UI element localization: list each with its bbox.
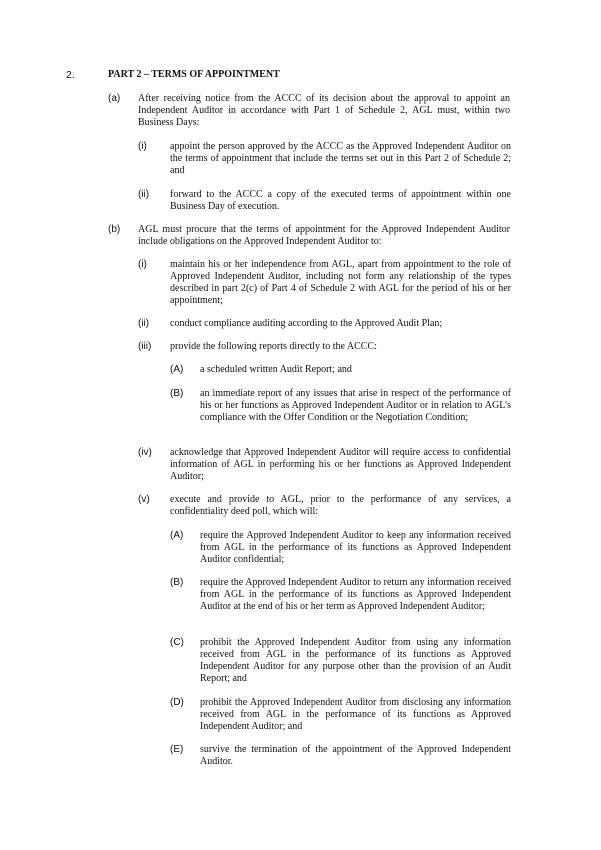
clause-b-iii-A-text: a scheduled written Audit Report; and: [200, 364, 352, 375]
clause-b-ii-label: (ii): [138, 318, 150, 329]
clause-b-v-B-text: require the Approved Independent Auditor to return any information received from AGL in the performance of its functions as Approved Independent Auditor at the end of his or her term as Approved Independent Auditor;: [200, 577, 511, 612]
clause-b-v-B-label: (B): [170, 577, 184, 588]
clause-b-iii-text: provide the following reports directly to the ACCC:: [170, 341, 377, 352]
clause-b-v-E-text: survive the termination of the appointment of the Approved Independent Auditor.: [200, 744, 511, 767]
clause-b-v-C-label: (C): [170, 637, 184, 648]
section-number: 2.: [66, 69, 75, 81]
clause-b-iii-B-text: an immediate report of any issues that arise in respect of the performance of his or her functions as Approved Independent Auditor or in relation to AGL's compliance with the Offer Condition or the Negotiation Condition;: [200, 388, 511, 423]
clause-b-ii-text: conduct compliance auditing according to the Approved Audit Plan;: [170, 318, 443, 329]
clause-b-iii-label: (iii): [138, 341, 152, 352]
clause-b-v-D-text: prohibit the Approved Independent Auditor from disclosing any information received from AGL in the performance of its functions as Approved Independent Auditor; and: [200, 697, 511, 732]
clause-a-ii-text: forward to the ACCC a copy of the executed terms of appointment within one Business Day of execution.: [170, 189, 511, 212]
clause-b-v-A-text: require the Approved Independent Auditor to keep any information received from AGL in the performance of its functions as Approved Independent Auditor confidential;: [200, 530, 511, 565]
clause-b-v-text: execute and provide to AGL, prior to the performance of any services, a confidentiality deed poll, which will:: [170, 494, 511, 517]
clause-b-iii-B-label: (B): [170, 388, 184, 399]
clause-a-i-label: (i): [138, 141, 147, 152]
clause-b-text: AGL must procure that the terms of appointment for the Approved Independent Auditor include obligations on the Approved Independent Auditor to:: [138, 224, 510, 247]
clause-b-v-D-label: (D): [170, 697, 184, 708]
clause-b-v-label: (v): [138, 494, 150, 505]
clause-b-v-A-label: (A): [170, 530, 184, 541]
clause-b-iv-label: (iv): [138, 447, 152, 458]
section-title: PART 2 – TERMS OF APPOINTMENT: [108, 69, 280, 80]
clause-b-iv-text: acknowledge that Approved Independent Auditor will require access to confidential information of AGL in performing his or her functions as Approved Independent Auditor;: [170, 447, 511, 482]
clause-a-ii-label: (ii): [138, 189, 150, 200]
clause-b-i-text: maintain his or her independence from AGL, apart from appointment to the role of Approved Independent Auditor, including not form any relationship of the types described in part 2(c) of Part 4 of Schedule 2 with AGL for the period of his or her appointment;: [170, 259, 511, 306]
clause-a-i-text: appoint the person approved by the ACCC as the Approved Independent Auditor on the terms of appointment that include the terms set out in this Part 2 of Schedule 2; and: [170, 141, 511, 176]
clause-b-v-E-label: (E): [170, 744, 184, 755]
clause-a-label: (a): [108, 93, 121, 104]
clause-b-i-label: (i): [138, 259, 147, 270]
clause-b-label: (b): [108, 224, 121, 235]
clause-a-text: After receiving notice from the ACCC of its decision about the approval to appoint an Independent Auditor in accordance with Part 1 of Schedule 2, AGL must, within two Business Days:: [138, 93, 510, 128]
clause-b-iii-A-label: (A): [170, 364, 184, 375]
clause-b-v-C-text: prohibit the Approved Independent Auditor from using any information received from AGL in the performance of its functions as Approved Independent Auditor for any purpose other than the provision of an Audit Report; and: [200, 637, 511, 684]
